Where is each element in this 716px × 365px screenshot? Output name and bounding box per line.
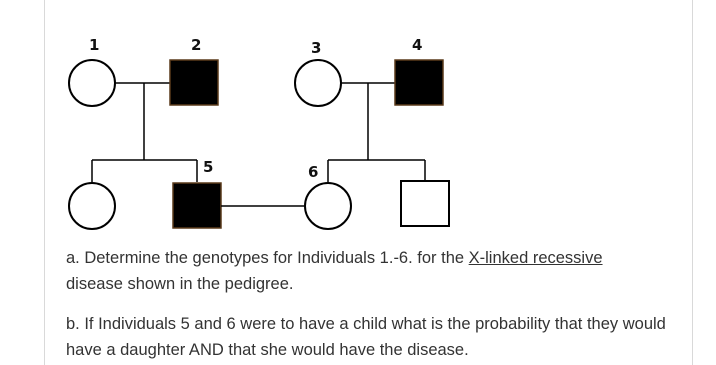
question-a-text-end: disease shown in the pedigree.: [66, 275, 294, 293]
label-individual-2: 2: [191, 36, 202, 54]
individual-2-male-affected: [170, 60, 218, 105]
individual-6-female: [305, 183, 351, 229]
individual-daughter-of-1-2: [69, 183, 115, 229]
question-b: b. If Individuals 5 and 6 were to have a child what is the probability that they would have a daughter AND that she would have the disease.: [66, 315, 666, 359]
individual-5-male-affected: [173, 183, 221, 228]
question-a: [66, 245, 666, 297]
label-individual-1: 1: [89, 36, 100, 54]
individual-3-female: [295, 60, 341, 106]
question-a-text-start: a. Determine the genotypes for Individuals 1.-6. for the: [66, 249, 469, 267]
individual-1-female: [69, 60, 115, 106]
individual-son-of-3-4: [401, 181, 449, 226]
individual-4-male-affected: [395, 60, 443, 105]
x-linked-recessive-link[interactable]: X-linked recessive: [468, 249, 603, 267]
label-individual-3: 3: [311, 39, 322, 57]
label-individual-6: 6: [308, 163, 319, 181]
label-individual-5: 5: [203, 158, 214, 176]
label-individual-4: 4: [412, 36, 423, 54]
